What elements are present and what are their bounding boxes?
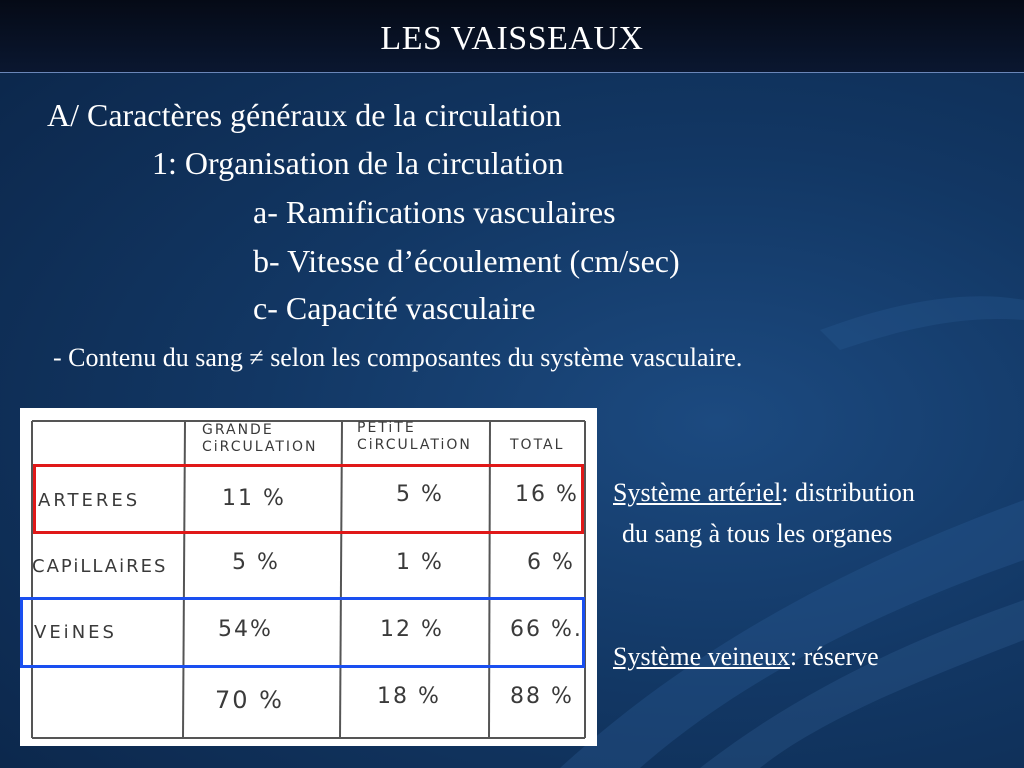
header-grande-line1: GRANDE	[202, 422, 274, 438]
header-grande	[202, 422, 318, 456]
cell-veines-petite: 12 %	[380, 617, 444, 642]
arterial-description	[613, 478, 915, 508]
row-label-arteres: ARTERES	[38, 490, 141, 511]
cell-sum-total: 88 %	[510, 684, 574, 709]
cell-capillaires-petite: 1 %	[396, 550, 444, 575]
cell-arteres-total: 16 %	[515, 482, 579, 507]
cell-veines-grande: 54%	[218, 617, 273, 642]
arteres-highlight-box	[33, 464, 584, 534]
header-petite-line1: PETiTE	[357, 420, 416, 436]
row-label-capillaires: CAPiLLAiRES	[32, 556, 168, 577]
header-total: TOTAL	[510, 437, 565, 453]
slide-title: LES VAISSEAUX	[380, 20, 644, 57]
outline-item-b: b- Vitesse d’écoulement (cm/sec)	[253, 243, 680, 279]
cell-sum-petite: 18 %	[377, 684, 441, 709]
cell-sum-grande: 70 %	[215, 686, 284, 714]
blood-distribution-table	[20, 408, 597, 746]
venous-term: Système veineux	[613, 642, 790, 671]
header-petite-line2: CiRCULATiON	[357, 437, 472, 453]
arterial-rest: : distribution	[781, 478, 915, 507]
row-label-veines: VEiNES	[34, 622, 117, 643]
header-grande-line2: CiRCULATION	[202, 439, 318, 455]
title-bar	[0, 0, 1024, 73]
veines-highlight-box	[20, 597, 585, 668]
cell-veines-total: 66 %.	[510, 617, 583, 642]
cell-capillaires-total: 6 %	[527, 550, 575, 575]
cell-capillaires-grande: 5 %	[232, 550, 280, 575]
arterial-term: Système artériel	[613, 478, 782, 507]
outline-item-1: 1: Organisation de la circulation	[152, 145, 564, 181]
outline-item-c: c- Capacité vasculaire	[253, 290, 536, 326]
venous-rest: : réserve	[789, 642, 879, 671]
venous-description	[613, 642, 879, 672]
outline-item-a: a- Ramifications vasculaires	[253, 194, 616, 230]
cell-arteres-grande: 11 %	[222, 486, 286, 511]
cell-arteres-petite: 5 %	[396, 482, 444, 507]
header-petite	[357, 420, 472, 454]
outline-section-a: A/ Caractères généraux de la circulation	[47, 97, 562, 133]
arterial-description-line2: du sang à tous les organes	[622, 519, 893, 548]
blood-content-note: - Contenu du sang ≠ selon les composantes du système vasculaire.	[53, 343, 743, 372]
